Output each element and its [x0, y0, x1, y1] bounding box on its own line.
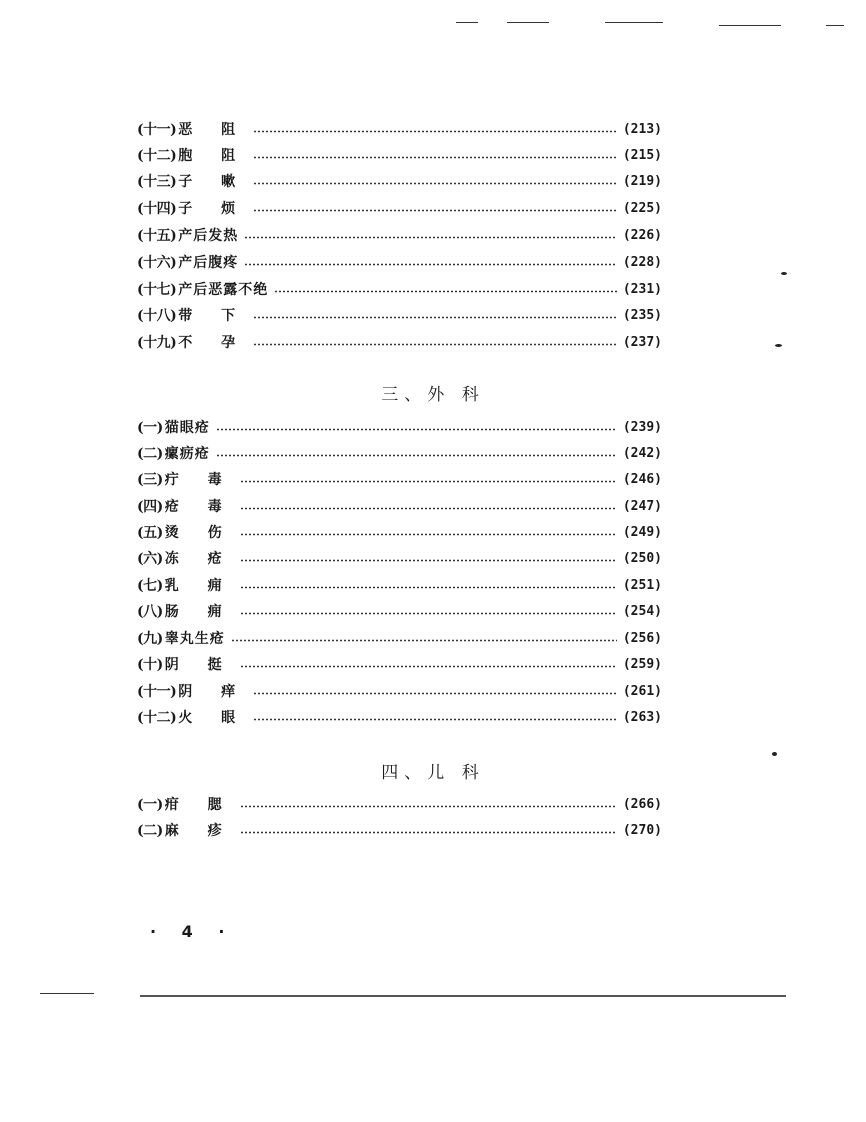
entry-number: (十七) — [137, 282, 177, 298]
entry-page: (270) — [622, 822, 662, 838]
entry-number: (十一) — [137, 684, 177, 700]
toc-entry — [137, 520, 662, 544]
entry-title: 子 嗽 — [178, 174, 248, 190]
entry-number: (十九) — [137, 335, 177, 351]
entry-number: (十五) — [137, 228, 177, 244]
entry-page: (246) — [622, 471, 662, 487]
scan-artifact-rule — [507, 22, 549, 23]
scan-speck — [775, 344, 782, 347]
entry-number: (一) — [137, 797, 163, 813]
dot-leader — [274, 290, 617, 293]
entry-number: (八) — [137, 604, 163, 620]
entry-number: (十二) — [137, 148, 177, 164]
dot-leader — [253, 130, 617, 133]
entry-title: 产后发热 — [178, 228, 239, 244]
entry-number: (十四) — [137, 201, 177, 217]
entry-page: (237) — [622, 334, 662, 350]
entry-number: (十八) — [137, 308, 177, 324]
dot-leader — [240, 586, 617, 589]
entry-page: (219) — [622, 173, 662, 189]
entry-page: (225) — [622, 200, 662, 216]
toc-entry — [137, 250, 662, 274]
entry-page: (250) — [622, 550, 662, 566]
entry-title: 阴 痒 — [178, 684, 248, 700]
entry-title: 烫 伤 — [164, 525, 234, 541]
entry-page: (242) — [622, 445, 662, 461]
dot-leader — [240, 533, 617, 536]
entry-page: (228) — [622, 254, 662, 270]
entry-title: 麻 疹 — [164, 823, 234, 839]
entry-number: (六) — [137, 551, 163, 567]
toc-entry — [137, 599, 662, 623]
entry-title: 睾丸生疮 — [164, 631, 225, 647]
dot-leader — [253, 156, 617, 159]
toc-entry — [137, 303, 662, 327]
dot-leader — [240, 559, 617, 562]
entry-number: (十六) — [137, 255, 177, 271]
toc-entry — [137, 330, 662, 354]
scan-artifact-rule — [456, 22, 478, 23]
entry-page: (249) — [622, 524, 662, 540]
section-heading: 三、外 科 — [381, 385, 485, 405]
entry-number: (七) — [137, 578, 163, 594]
toc-entry — [137, 143, 662, 167]
toc-entry — [137, 223, 662, 247]
entry-title: 冻 疮 — [164, 551, 234, 567]
entry-page: (235) — [622, 307, 662, 323]
entry-number: (二) — [137, 823, 163, 839]
dot-leader — [253, 209, 617, 212]
scan-speck — [781, 272, 787, 275]
toc-entry — [137, 792, 662, 816]
entry-page: (247) — [622, 498, 662, 514]
entry-title: 产后腹疼 — [178, 255, 239, 271]
entry-title: 肠 痈 — [164, 604, 234, 620]
toc-entry — [137, 573, 662, 597]
entry-title: 阴 挺 — [164, 657, 234, 673]
entry-page: (226) — [622, 227, 662, 243]
scan-artifact-rule — [719, 25, 781, 26]
entry-number: (十一) — [137, 122, 177, 138]
entry-page: (259) — [622, 656, 662, 672]
dot-leader — [253, 692, 617, 695]
dot-leader — [244, 263, 617, 266]
toc-entry — [137, 626, 662, 650]
scan-artifact-rule — [40, 993, 94, 994]
toc-entry — [137, 705, 662, 729]
entry-title: 疮 毒 — [164, 499, 234, 515]
entry-page: (263) — [622, 709, 662, 725]
toc-entry — [137, 415, 662, 439]
dot-leader — [231, 639, 617, 642]
entry-number: (二) — [137, 446, 163, 462]
toc-entry — [137, 494, 662, 518]
entry-title: 子 烦 — [178, 201, 248, 217]
toc-entry — [137, 117, 662, 141]
entry-number: (十) — [137, 657, 163, 673]
entry-page: (213) — [622, 121, 662, 137]
entry-number: (一) — [137, 420, 163, 436]
entry-page: (239) — [622, 419, 662, 435]
dot-leader — [244, 236, 617, 239]
entry-title: 火 眼 — [178, 710, 248, 726]
dot-leader — [240, 480, 617, 483]
entry-title: 恶 阻 — [178, 122, 248, 138]
toc-entry — [137, 277, 662, 301]
entry-page: (266) — [622, 796, 662, 812]
toc-entry — [137, 196, 662, 220]
scan-speck — [772, 752, 777, 756]
entry-title: 胞 阻 — [178, 148, 248, 164]
entry-page: (261) — [622, 683, 662, 699]
toc-entry — [137, 818, 662, 842]
dot-leader — [240, 805, 617, 808]
dot-leader — [253, 182, 617, 185]
dot-leader — [240, 665, 617, 668]
entry-title: 带 下 — [178, 308, 248, 324]
page-number: · 4 · — [150, 922, 235, 941]
entry-title: 乳 痈 — [164, 578, 234, 594]
dot-leader — [253, 718, 617, 721]
section-heading: 四、儿 科 — [381, 763, 485, 783]
dot-leader — [216, 454, 617, 457]
entry-number: (四) — [137, 499, 163, 515]
entry-page: (256) — [622, 630, 662, 646]
toc-entry — [137, 441, 662, 465]
dot-leader — [253, 343, 617, 346]
dot-leader — [253, 316, 617, 319]
scan-artifact-rule — [826, 25, 844, 26]
scan-artifact-rule — [140, 995, 786, 997]
scan-artifact-rule — [605, 22, 663, 23]
dot-leader — [216, 428, 617, 431]
entry-number: (十三) — [137, 174, 177, 190]
entry-page: (215) — [622, 147, 662, 163]
entry-page: (251) — [622, 577, 662, 593]
entry-title: 产后恶露不绝 — [178, 282, 269, 298]
entry-number: (五) — [137, 525, 163, 541]
entry-number: (十二) — [137, 710, 177, 726]
dot-leader — [240, 831, 617, 834]
entry-page: (254) — [622, 603, 662, 619]
entry-title: 疔 毒 — [164, 472, 234, 488]
entry-title: 猫眼疮 — [164, 420, 210, 436]
dot-leader — [240, 612, 617, 615]
entry-title: 不 孕 — [178, 335, 248, 351]
dot-leader — [240, 507, 617, 510]
entry-page: (231) — [622, 281, 662, 297]
toc-entry — [137, 169, 662, 193]
toc-entry — [137, 652, 662, 676]
toc-entry — [137, 546, 662, 570]
entry-number: (九) — [137, 631, 163, 647]
toc-entry — [137, 679, 662, 703]
toc-entry — [137, 467, 662, 491]
entry-title: 疳 腮 — [164, 797, 234, 813]
entry-title: 瘰疬疮 — [164, 446, 210, 462]
entry-number: (三) — [137, 472, 163, 488]
